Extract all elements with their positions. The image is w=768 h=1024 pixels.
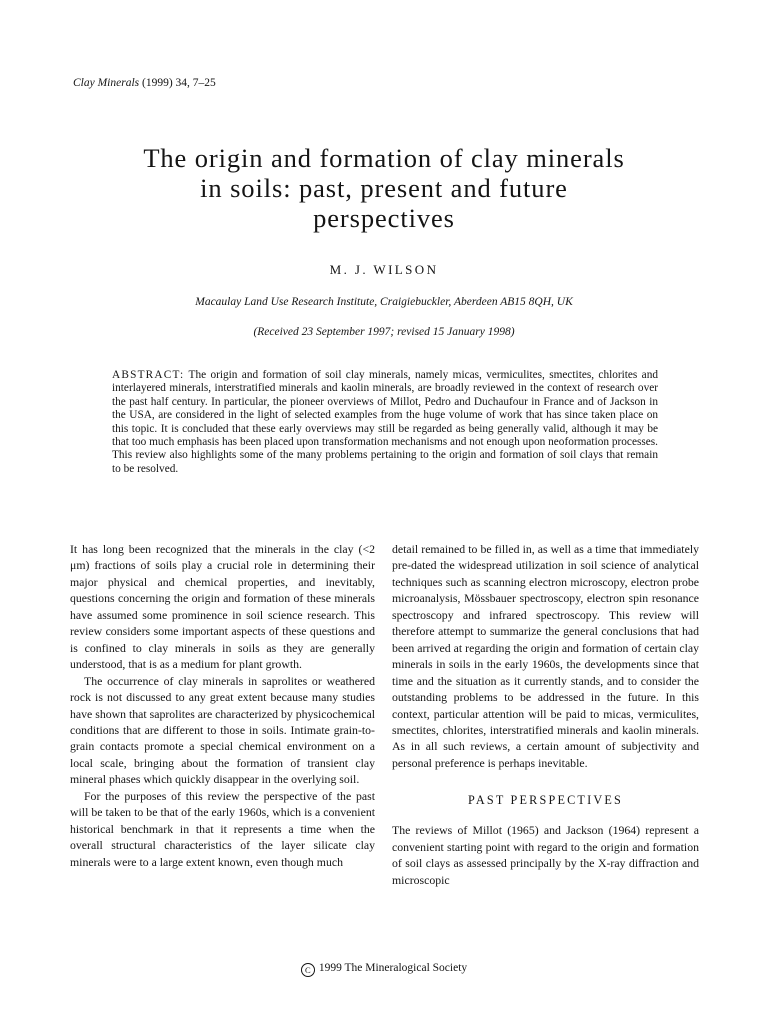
received-dates: (Received 23 September 1997; revised 15 January 1998): [253, 326, 515, 338]
body-paragraph: For the purposes of this review the perspective of the past will be taken to be that of the early 1960s, which is a convenient historical benchmark in that it represents a time when the overall structural characteristics of the layer silicate clay minerals were to a large extent known, even though much: [70, 788, 375, 869]
body-paragraph: The occurrence of clay minerals in saprolites or weathered rock is not discussed to any great extent because many studies have shown that saprolites are characterized by physicochemical conditions that are different to those in soils. Intimate grain-to-grain contacts promote a special chemical environment on a local scale, bringing about the formation of transient clay mineral phases which quickly disappear in the overlying soil.: [70, 673, 375, 787]
section-heading: PAST PERSPECTIVES: [468, 793, 623, 808]
journal-name: Clay Minerals: [73, 77, 140, 89]
abstract-label: ABSTRACT:: [112, 369, 185, 381]
body-paragraph: It has long been recognized that the minerals in the clay (<2 μm) fractions of soils play a crucial role in determining their major physical and chemical properties, and inevitably, questions concerning the origin and formation of these minerals have assumed some prominence in soil science research. This review considers some important aspects of these questions and is confined to clay minerals in soils as they are generally understood, that is as a medium for plant growth.: [70, 542, 375, 672]
body-paragraph: The reviews of Millot (1965) and Jackson (1964) represent a convenient starting point with regard to the origin and formation of soil clays as assessed principally by the X-ray diffraction and microscopic: [392, 823, 699, 887]
abstract: [112, 369, 658, 476]
copyright-footer: [0, 961, 768, 977]
journal-volume-pages: (1999) 34, 7–25: [139, 77, 216, 89]
body-right-column: [392, 541, 699, 888]
title-line-3: perspectives: [313, 203, 455, 233]
copyright-icon: C: [301, 963, 315, 977]
article-title: [40, 143, 728, 233]
title-line-2: in soils: past, present and future: [200, 173, 568, 203]
title-line-1: The origin and formation of clay minerals: [143, 143, 625, 173]
body-paragraph: detail remained to be filled in, as well as a time that immediately pre-dated the widespread utilization in soil science of analytical techniques such as scanning electron microscopy, electron probe microanalysis, Mössbauer spectroscopy, electron spin resonance spectroscopy and infrared spectroscopy. This review will therefore attempt to summarize the general conclusions that had been arrived at regarding the origin and formation of certain clay minerals in soils in the early 1960s, the developments since that time and the situation as it currently stands, and to consider the outstanding problems to be addressed in the future. In this context, particular attention will be paid to micas, vermiculites, smectites, chlorites, interstratified minerals and kaolin minerals. As in all such reviews, a certain amount of subjectivity and personal preference is perhaps inevitable.: [392, 542, 699, 770]
body-left-column: [70, 541, 375, 870]
journal-reference: [73, 76, 216, 90]
abstract-text: The origin and formation of soil clay minerals, namely micas, vermiculites, smectites, chlorites and interlayered minerals, interstratified minerals and kaolin minerals, are broadly reviewed in the context of research over the past half century. In particular, the pioneer overviews of Millot, Pedro and Duchaufour in France and of Jackson in the USA, are considered in the light of selected examples from the huge volume of work that has since taken place on this topic. It is concluded that these early overviews may still be regarded as being generally valid, although it may be that too much emphasis has been placed upon transformation mechanisms and not enough upon neoformation processes. This review also highlights some of the many problems pertaining to the origin and formation of soil clays that remain to be resolved.: [112, 369, 658, 475]
author-name: M. J. WILSON: [329, 262, 439, 277]
copyright-text: 1999 The Mineralogical Society: [318, 962, 468, 974]
author-affiliation: Macaulay Land Use Research Institute, Craigiebuckler, Aberdeen AB15 8QH, UK: [195, 296, 573, 308]
